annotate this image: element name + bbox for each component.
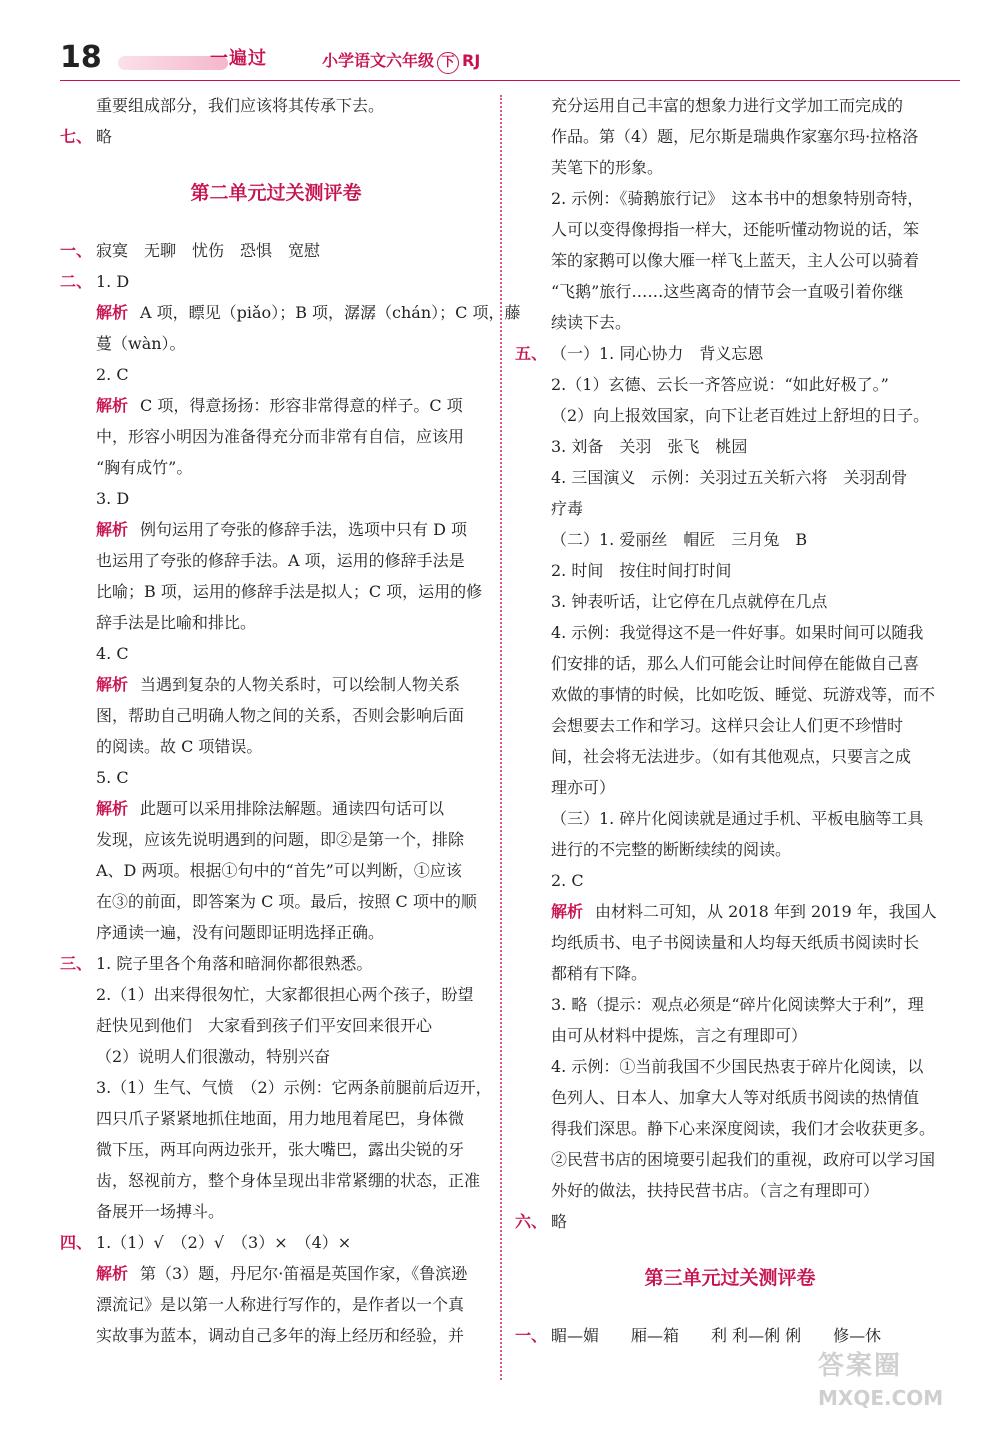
answer-item — [60, 121, 492, 152]
question-number: 六、 — [515, 1212, 548, 1231]
text-line: 序通读一遍，没有问题即证明选择正确。 — [96, 923, 385, 942]
question-number: 二、 — [60, 272, 93, 291]
text-line: 会想要去工作和学习。这样只会让人们更不珍惜时 — [551, 716, 904, 735]
answer-item — [515, 338, 945, 369]
answer-text: 睸—媚 厢—箱 利 利—俐 俐 修—休 — [551, 1326, 882, 1345]
text-line: 也运用了夸张的修辞手法。A 项，运用的修辞手法是 — [96, 551, 465, 570]
text-line: 疗毒 — [551, 499, 584, 518]
explanation-line — [60, 1258, 492, 1289]
volume-mark: 下 — [437, 52, 459, 74]
question-number: 七、 — [60, 127, 93, 146]
text-line: 2.（1）玄德、云长一齐答应说：“如此好极了。” — [551, 375, 889, 394]
question-number: 一、 — [515, 1326, 548, 1345]
explanation-text: 由材料二可知，从 2018 年到 2019 年，我国人 — [595, 902, 937, 921]
text-line: 4. 示例：我觉得这不是一件好事。如果时间可以随我 — [551, 623, 924, 642]
text-line: （2）向上报效国家，向下让老百姓过上舒坦的日子。 — [551, 406, 930, 425]
answer-item — [60, 266, 492, 297]
text-line: 实故事为蓝本，调动自己多年的海上经历和经验，并 — [96, 1326, 465, 1345]
book-title: 小学语文六年级 — [322, 51, 435, 70]
text-line: “飞鹅”旅行……这些离奇的情节会一直吸引着你继 — [551, 282, 904, 301]
watermark-logo: 答案圈 — [818, 1351, 903, 1381]
watermark — [818, 1345, 943, 1410]
answer-item — [60, 235, 492, 266]
text-line: 人可以变得像拇指一样大，还能听懂动物说的话，笨 — [551, 220, 920, 239]
explanation-label: 解析 — [96, 675, 129, 694]
explanation-label: 解析 — [96, 396, 129, 415]
explanation-line — [60, 669, 492, 700]
text-line: 充分运用自己丰富的想象力进行文学加工而完成的 — [551, 96, 904, 115]
question-number: 五、 — [515, 344, 548, 363]
text-line: 四只爪子紧紧地抓住地面，用力地甩着尾巴，身体微 — [96, 1109, 465, 1128]
section-title: 第二单元过关测评卷 — [190, 182, 362, 204]
explanation-text: 当遇到复杂的人物关系时，可以绘制人物关系 — [140, 675, 461, 694]
text-line: 3. 钟表听话，让它停在几点就停在几点 — [551, 592, 828, 611]
text-line: 外好的做法，扶持民营书店。（言之有理即可） — [551, 1181, 880, 1200]
text-line: 的阅读。故 C 项错误。 — [96, 737, 263, 756]
text-line: 漂流记》是以第一人称进行写作的，是作者以一个真 — [96, 1295, 465, 1314]
answer-text: 寂寞 无聊 忧伤 恐惧 宽慰 — [96, 241, 321, 260]
text-line: 们安排的话，那么人们可能会让时间停在能做自己喜 — [551, 654, 920, 673]
text-line: 2. 示例：《骑鹅旅行记》 这本书中的想象特别奇特， — [551, 189, 924, 208]
question-number: 三、 — [60, 954, 93, 973]
text-line: 图，帮助自己明确人物之间的关系，否则会影响后面 — [96, 706, 465, 725]
text-line: “胸有成竹”。 — [96, 458, 193, 477]
text-line: 都稍有下降。 — [551, 964, 648, 983]
text-line: （三）1. 碎片化阅读就是通过手机、平板电脑等工具 — [551, 809, 924, 828]
explanation-line — [515, 896, 945, 927]
answer-text: 1. D — [96, 272, 130, 291]
text-line: 辞手法是比喻和排比。 — [96, 613, 257, 632]
text-line: A、D 两项。根据①句中的“首先”可以判断，①应该 — [96, 861, 462, 880]
answer-text: 略 — [551, 1212, 568, 1231]
question-number: 四、 — [60, 1233, 93, 1252]
text-line: 中，形容小明因为准备得充分而非常有自信，应该用 — [96, 427, 465, 446]
answer-text: （一）1. 同心协力 背义忘恩 — [551, 344, 764, 363]
text-line: 微下压，两耳向两边张开，张大嘴巴，露出尖锐的牙 — [96, 1140, 465, 1159]
text-line: 3. 刘备 关羽 张飞 桃园 — [551, 437, 748, 456]
text-line: 2. C — [96, 365, 129, 384]
text-line: 芙笔下的形象。 — [551, 158, 664, 177]
text-line: 续读下去。 — [551, 313, 632, 332]
edition-code: RJ — [462, 51, 481, 70]
page-header — [60, 40, 960, 84]
explanation-line — [60, 390, 492, 421]
explanation-text: 第（3）题，丹尼尔·笛福是英国作家，《鲁滨逊 — [140, 1264, 468, 1283]
watermark-url: MXQE.COM — [818, 1386, 944, 1410]
text-line: 间，社会将无法进步。（如有其他观点，只要言之成 — [551, 747, 912, 766]
explanation-label: 解析 — [96, 303, 129, 322]
header-rule — [60, 80, 960, 81]
text-line: 蔓（wàn）。 — [96, 334, 186, 353]
text-line: 3. D — [96, 489, 130, 508]
explanation-text: 例句运用了夸张的修辞手法，选项中只有 D 项 — [140, 520, 468, 539]
answer-item — [60, 1227, 492, 1258]
text-line: 得我们深思。静下心来深度阅读，我们才会收获更多。 — [551, 1119, 936, 1138]
text-line: 3.（1）生气、气愤 （2）示例：它两条前腿前后迈开， — [96, 1078, 492, 1097]
book-title-line — [322, 48, 480, 74]
text-line: 均纸质书、电子书阅读量和人均每天纸质书阅读时长 — [551, 933, 920, 952]
section-title: 第三单元过关测评卷 — [644, 1267, 816, 1289]
text-line: 4. 示例：①当前我国不少国民热衷于碎片化阅读，以 — [551, 1057, 924, 1076]
text-line: 5. C — [96, 768, 129, 787]
text-line: 3. 略（提示：观点必须是“碎片化阅读弊大于利”，理 — [551, 995, 924, 1014]
explanation-line — [60, 793, 492, 824]
text-line: （二）1. 爱丽丝 帽匠 三月兔 B — [551, 530, 808, 549]
explanation-label: 解析 — [96, 799, 129, 818]
explanation-text: A 项，瞟见（piǎo）；B 项，潺潺（chán）；C 项，藤 — [140, 303, 521, 322]
text-line: 齿，怒视前方，整个身体呈现出非常紧绷的状态，正准 — [96, 1171, 481, 1190]
column-divider — [500, 95, 502, 1380]
answer-text: 1.（1）√ （2）√ （3）× （4）× — [96, 1233, 352, 1252]
answer-item — [60, 948, 492, 979]
explanation-text: C 项，得意扬扬：形容非常得意的样子。C 项 — [140, 396, 463, 415]
text-line: 在③的前面，即答案为 C 项。最后，按照 C 项中的顺 — [96, 892, 477, 911]
left-column — [60, 90, 521, 1351]
explanation-text: 此题可以采用排除法解题。通读四句话可以 — [140, 799, 445, 818]
text-line: 欢做的事情的时候，比如吃饭、睡觉、玩游戏等，而不 — [551, 685, 936, 704]
text-line: 色列人、日本人、加拿大人等对纸质书阅读的热情值 — [551, 1088, 920, 1107]
answer-text: 1. 院子里各个角落和暗洞你都很熟悉。 — [96, 954, 373, 973]
text-line: 理亦可） — [551, 778, 616, 797]
text-line: 发现，应该先说明遇到的问题，即②是第一个，排除 — [96, 830, 465, 849]
answer-text: 略 — [96, 127, 113, 146]
explanation-line — [60, 514, 492, 545]
explanation-label: 解析 — [96, 520, 129, 539]
explanation-label: 解析 — [551, 902, 584, 921]
text-line: （2）说明人们很激动，特别兴奋 — [96, 1047, 331, 1066]
text-line: 进行的不完整的断断续续的阅读。 — [551, 840, 792, 859]
text-line: 备展开一场搏斗。 — [96, 1202, 225, 1221]
text-line: 作品。第（4）题，尼尔斯是瑞典作家塞尔玛·拉格洛 — [551, 127, 919, 146]
page-number: 18 — [60, 40, 102, 75]
text-line: 由可从材料中提炼，言之有理即可） — [551, 1026, 808, 1045]
text-line: 4. C — [96, 644, 129, 663]
explanation-label: 解析 — [96, 1264, 129, 1283]
text-line: 2. C — [551, 871, 584, 890]
text-line: 2.（1）出来得很匆忙，大家都很担心两个孩子，盼望 — [96, 985, 474, 1004]
text-line: 比喻；B 项，运用的修辞手法是拟人；C 项，运用的修 — [96, 582, 483, 601]
explanation-line — [60, 297, 521, 328]
right-column — [515, 90, 945, 1351]
text-line: 重要组成部分，我们应该将其传承下去。 — [96, 96, 385, 115]
text-line: 赶快见到他们 大家看到孩子们平安回来很开心 — [96, 1016, 433, 1035]
answer-item — [515, 1206, 945, 1237]
text-line: 2. 时间 按住时间打时间 — [551, 561, 732, 580]
question-number: 一、 — [60, 241, 93, 260]
series-name: 一遍过 — [210, 48, 267, 69]
text-line: 笨的家鹅可以像大雁一样飞上蓝天，主人公可以骑着 — [551, 251, 920, 270]
text-line: 4. 三国演义 示例：关羽过五关斩六将 关羽刮骨 — [551, 468, 908, 487]
text-line: ②民营书店的困境要引起我们的重视，政府可以学习国 — [551, 1150, 936, 1169]
